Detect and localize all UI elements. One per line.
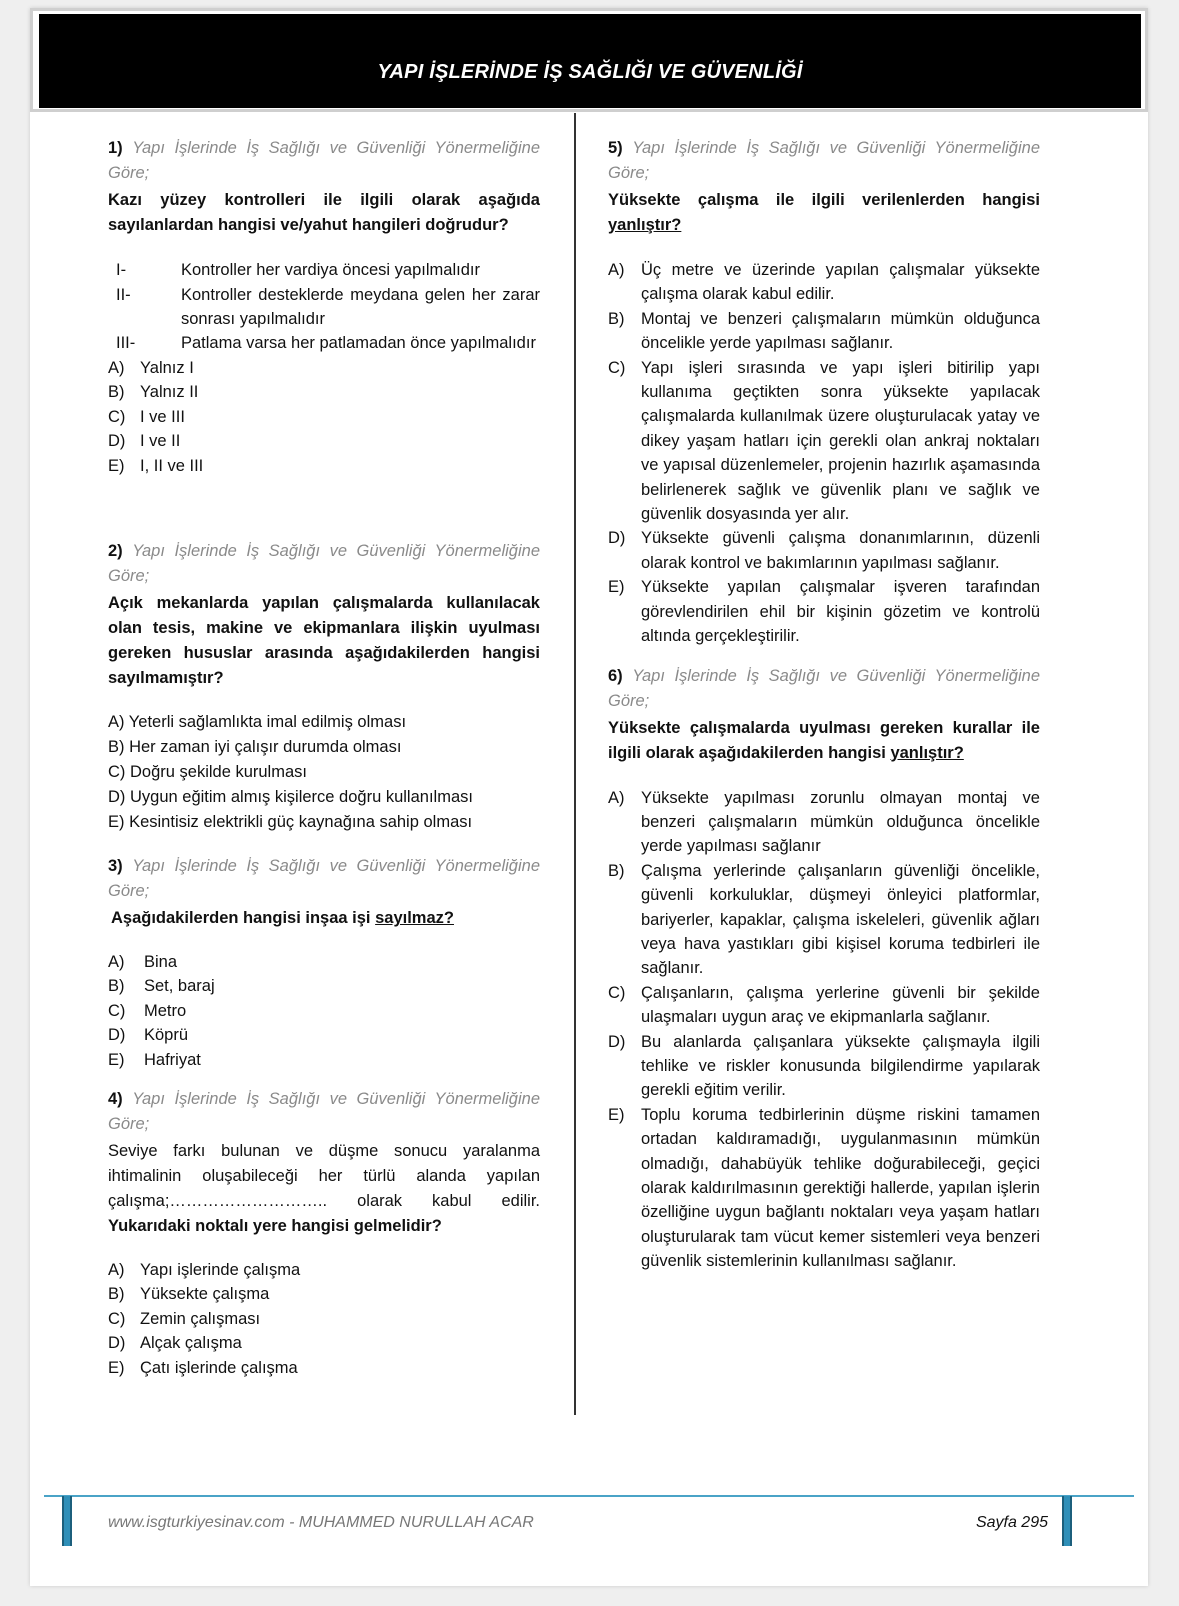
answer-option[interactable] bbox=[108, 1258, 540, 1282]
option-key: A) bbox=[108, 359, 125, 377]
question-number: 4) bbox=[108, 1090, 123, 1109]
page-title: YAPI İŞLERİNDE İŞ SAĞLIĞI VE GÜVENLİĞİ bbox=[377, 60, 803, 83]
question-number: 2) bbox=[108, 542, 123, 561]
question-5 bbox=[608, 136, 1040, 649]
option-text: I ve III bbox=[140, 407, 185, 426]
option-key: B) bbox=[108, 383, 125, 402]
question-source: Yapı İşlerinde İş Sağlığı ve Güvenliği Yönermeliğine Göre; bbox=[108, 542, 541, 586]
answer-option[interactable] bbox=[108, 710, 540, 735]
answer-option[interactable] bbox=[608, 258, 1040, 307]
option-text: Alçak çalışma bbox=[140, 1334, 242, 1353]
answer-option[interactable] bbox=[108, 1356, 540, 1380]
answer-option[interactable] bbox=[108, 454, 540, 478]
question-4 bbox=[108, 1087, 540, 1380]
option-text: Toplu koruma tedbirlerinin düşme riskini tamamen ortadan kaldıramadığı, uygulanmasının mümkün olmadığı, dahabüyük tehlike doğurabileceği, geçici olarak kaldırılmasının gerektiği hallerde, yapılan işlerin özelliğine uygun bağlantı noktaları veya yaşam hatları oluşturularak tam vücut kemer sistemleri veya benzeri güvenlik sistemlerinin kullanılması sağlanır. bbox=[641, 1105, 1040, 1271]
option-key: E) bbox=[108, 1050, 125, 1069]
option-key: E) bbox=[608, 1105, 625, 1124]
option-text: Hafriyat bbox=[144, 1050, 201, 1069]
option-key: C) bbox=[108, 1309, 126, 1328]
option-text: Yalnız I bbox=[140, 359, 194, 377]
answer-option[interactable] bbox=[108, 405, 540, 429]
option-key: A) bbox=[608, 788, 625, 807]
answer-option[interactable] bbox=[608, 526, 1040, 575]
option-key: C) bbox=[108, 1001, 126, 1020]
question-number: 6) bbox=[608, 666, 623, 685]
question-stem: Kazı yüzey kontrolleri ile ilgili olarak aşağıda sayılanlardan hangisi ve/yahut hangileri doğrudur? bbox=[108, 191, 540, 234]
footer-credit: www.isgturkiyesinav.com - MUHAMMED NURULLAH ACAR bbox=[108, 1514, 534, 1531]
option-text: Çatı işlerinde çalışma bbox=[140, 1358, 298, 1377]
statement-text: Kontroller her vardiya öncesi yapılmalıdır bbox=[181, 261, 480, 279]
option-text: C) Doğru şekilde kurulması bbox=[108, 763, 307, 782]
option-text: Yalnız II bbox=[140, 383, 199, 402]
question-stem bbox=[608, 716, 1040, 766]
question-header bbox=[608, 664, 1040, 714]
header-banner bbox=[39, 14, 1141, 108]
option-text: I, II ve III bbox=[140, 456, 204, 475]
option-text: B) Her zaman iyi çalışır durumda olması bbox=[108, 738, 402, 757]
option-text: D) Uygun eğitim almış kişilerce doğru kullanılması bbox=[108, 788, 473, 807]
question-stem-emphasis: Yukarıdaki noktalı yere hangisi gelmelidir? bbox=[108, 1217, 442, 1236]
answer-option[interactable] bbox=[108, 429, 540, 453]
option-key: C) bbox=[108, 407, 126, 426]
answer-option[interactable] bbox=[108, 380, 540, 404]
option-text: Yapı işleri sırasında ve yapı işleri bitirilip yapı kullanıma geçtikten sonra yüksekte yapılacak çalışmalarda kullanılmak üzere oluşturulacak yatay ve dikey yaşam hatları için gerekli olan ankraj noktaları ve yapısal düzenlemeler, projenin hazırlık aşamasında belirlenerek sağlık ve güvenlik planı ve sağlık ve güvenlik dosyasında yer alır. bbox=[641, 358, 1040, 524]
question-number: 5) bbox=[608, 139, 623, 157]
page-number: Sayfa 295 bbox=[975, 1514, 1048, 1531]
footer-accent-left bbox=[62, 1496, 72, 1546]
question-source: Yapı İşlerinde İş Sağlığı ve Güvenliği Yönermeliğine Göre; bbox=[608, 139, 1041, 182]
option-text: Bina bbox=[144, 953, 178, 972]
answer-option[interactable] bbox=[108, 785, 540, 810]
statement-key: III- bbox=[116, 334, 136, 352]
option-text: E) Kesintisiz elektrikli güç kaynağına sahip olması bbox=[108, 813, 473, 832]
option-text: Yapı işlerinde çalışma bbox=[140, 1261, 301, 1280]
answer-option[interactable] bbox=[608, 356, 1040, 527]
option-key: B) bbox=[608, 861, 625, 880]
option-text: Üç metre ve üzerinde yapılan çalışmalar yüksekte çalışma olarak kabul edilir. bbox=[641, 261, 1040, 304]
option-key: D) bbox=[108, 1026, 126, 1045]
header-frame bbox=[30, 8, 1148, 112]
option-text: Yüksekte yapılması zorunlu olmayan montaj ve benzeri çalışmaların mümkün olduğunca öncelikle yerde yapılması sağlanır bbox=[641, 788, 1040, 856]
question-2 bbox=[108, 539, 540, 835]
question-source: Yapı İşlerinde İş Sağlığı ve Güvenliği Yönermeliğine Göre; bbox=[608, 666, 1041, 710]
question-source: Yapı İşlerinde İş Sağlığı ve Güvenliği Yönermeliğine Göre; bbox=[108, 857, 541, 901]
question-stem bbox=[108, 1139, 540, 1239]
option-text: Yüksekte yapılan çalışmalar işveren tarafından görevlendirilen ehil bir kişinin gözetim ve kontrolü altında gerçekleştirilir. bbox=[641, 578, 1040, 646]
statement-key: I- bbox=[116, 261, 127, 279]
option-text: Montaj ve benzeri çalışmaların mümkün olduğunca öncelikle yerde yapılması sağlanır. bbox=[641, 309, 1040, 353]
option-key: A) bbox=[108, 1261, 125, 1280]
answer-option[interactable] bbox=[108, 1023, 540, 1047]
option-key: E) bbox=[608, 578, 625, 597]
option-text: I ve II bbox=[140, 432, 181, 451]
answer-option[interactable] bbox=[108, 974, 540, 998]
statement-item bbox=[108, 283, 540, 331]
option-key: D) bbox=[608, 1032, 626, 1051]
question-6 bbox=[608, 664, 1040, 1274]
option-text: Çalışma yerlerinde çalışanların güvenliği öncelikle, güvenli korkuluklar, düşmeyi önleyici platformlar, bariyerler, kapaklar, çalışma iskeleleri, güvenlik ağları veya hava yastıkları gibi kişisel koruma tedbirleri ile sağlanır. bbox=[641, 861, 1040, 978]
option-key: D) bbox=[108, 1334, 126, 1353]
question-stem-emphasis: yanlıştır? bbox=[608, 216, 682, 234]
answer-option[interactable] bbox=[108, 1331, 540, 1355]
answer-option[interactable] bbox=[108, 760, 540, 785]
question-stem-text: Aşağıdakilerden hangisi inşaa işi bbox=[111, 909, 371, 928]
answer-option[interactable] bbox=[108, 999, 540, 1023]
answer-option[interactable] bbox=[608, 1103, 1040, 1274]
right-column bbox=[608, 136, 1040, 1274]
answer-option[interactable] bbox=[608, 786, 1040, 859]
option-text: A) Yeterli sağlamlıkta imal edilmiş olması bbox=[108, 713, 407, 732]
question-number: 1) bbox=[108, 139, 123, 157]
option-key: C) bbox=[608, 983, 626, 1002]
left-column bbox=[108, 136, 540, 1380]
question-3 bbox=[108, 854, 540, 1072]
option-key: A) bbox=[608, 261, 625, 279]
option-text: Bu alanlarda çalışanlara yüksekte çalışmayla ilgili tehlike ve riskler konusunda bilgilendirme yapılarak gerekli eğitim verilir. bbox=[641, 1032, 1040, 1100]
question-stem-text: Yüksekte çalışma ile ilgili verilenlerden hangisi bbox=[608, 191, 1040, 209]
question-stem-text: Seviye farkı bulunan ve düşme sonucu yaralanma ihtimalinin oluşabileceği her türlü alanda yapılan çalışma;……………………….. olarak kabul edilir. bbox=[108, 1142, 540, 1211]
option-text: Set, baraj bbox=[144, 977, 215, 996]
answer-option[interactable] bbox=[608, 307, 1040, 356]
answer-option[interactable] bbox=[608, 981, 1040, 1030]
option-text: Zemin çalışması bbox=[140, 1309, 261, 1328]
option-text: Yüksekte güvenli çalışma donanımlarının, düzenli olarak kontrol ve bakımlarının yapılması sağlanır. bbox=[641, 529, 1040, 572]
option-key: D) bbox=[608, 529, 626, 548]
question-stem-text: Yüksekte çalışmalarda uyulması gereken kurallar ile ilgili olarak aşağıdakilerden hangisi bbox=[608, 718, 1040, 762]
statement-item bbox=[108, 258, 540, 283]
question-stem: Açık mekanlarda yapılan çalışmalarda kullanılacak olan tesis, makine ve ekipmanlara ilişkin uyulması gereken hususlar arasında aşağıdakilerden hangisi sayılmamıştır? bbox=[108, 594, 540, 688]
answer-option[interactable] bbox=[108, 1048, 540, 1072]
statement-text: Patlama varsa her patlamadan önce yapılmalıdır bbox=[181, 334, 536, 352]
option-key: C) bbox=[608, 358, 626, 377]
footer-rule bbox=[44, 1495, 1134, 1497]
question-source: Yapı İşlerinde İş Sağlığı ve Güvenliği Yönermeliğine Göre; bbox=[108, 139, 541, 182]
footer-accent-right bbox=[1062, 1496, 1072, 1546]
answer-option[interactable] bbox=[108, 950, 540, 974]
answer-option[interactable] bbox=[108, 810, 540, 835]
answer-option[interactable] bbox=[608, 859, 1040, 981]
question-header bbox=[608, 136, 1040, 186]
question-header bbox=[108, 136, 540, 186]
question-header bbox=[108, 539, 540, 589]
answer-option[interactable] bbox=[108, 1307, 540, 1331]
question-source: Yapı İşlerinde İş Sağlığı ve Güvenliği Yönermeliğine Göre; bbox=[108, 1090, 541, 1134]
statement-key: II- bbox=[116, 286, 131, 304]
question-1 bbox=[108, 136, 540, 478]
document-page bbox=[30, 8, 1148, 1586]
answer-option[interactable] bbox=[608, 1030, 1040, 1103]
option-key: B) bbox=[108, 977, 125, 996]
option-key: E) bbox=[108, 1358, 125, 1377]
answer-option[interactable] bbox=[108, 735, 540, 760]
option-key: E) bbox=[108, 456, 125, 475]
option-key: A) bbox=[108, 953, 125, 972]
question-stem bbox=[608, 188, 1040, 238]
option-text: Metro bbox=[144, 1001, 187, 1020]
question-stem-emphasis: yanlıştır? bbox=[890, 743, 964, 762]
answer-option[interactable] bbox=[608, 575, 1040, 648]
column-divider bbox=[574, 113, 576, 1415]
question-header bbox=[108, 854, 540, 904]
option-text: Köprü bbox=[144, 1026, 189, 1045]
question-header bbox=[108, 1087, 540, 1137]
question-number: 3) bbox=[108, 857, 123, 876]
question-stem-emphasis: sayılmaz? bbox=[375, 909, 454, 928]
answer-option[interactable] bbox=[108, 356, 540, 380]
option-text: Çalışanların, çalışma yerlerine güvenli bir şekilde ulaşmaları uygun araç ve ekipmanlarla sağlanır. bbox=[641, 983, 1040, 1027]
option-key: B) bbox=[608, 309, 625, 328]
statement-text: Kontroller desteklerde meydana gelen her zarar sonrası yapılmalıdır bbox=[181, 286, 540, 328]
answer-option[interactable] bbox=[108, 1282, 540, 1306]
question-stem bbox=[108, 906, 540, 931]
option-text: Yüksekte çalışma bbox=[140, 1285, 270, 1304]
statement-item bbox=[108, 331, 540, 356]
option-key: D) bbox=[108, 432, 126, 451]
option-key: B) bbox=[108, 1285, 125, 1304]
